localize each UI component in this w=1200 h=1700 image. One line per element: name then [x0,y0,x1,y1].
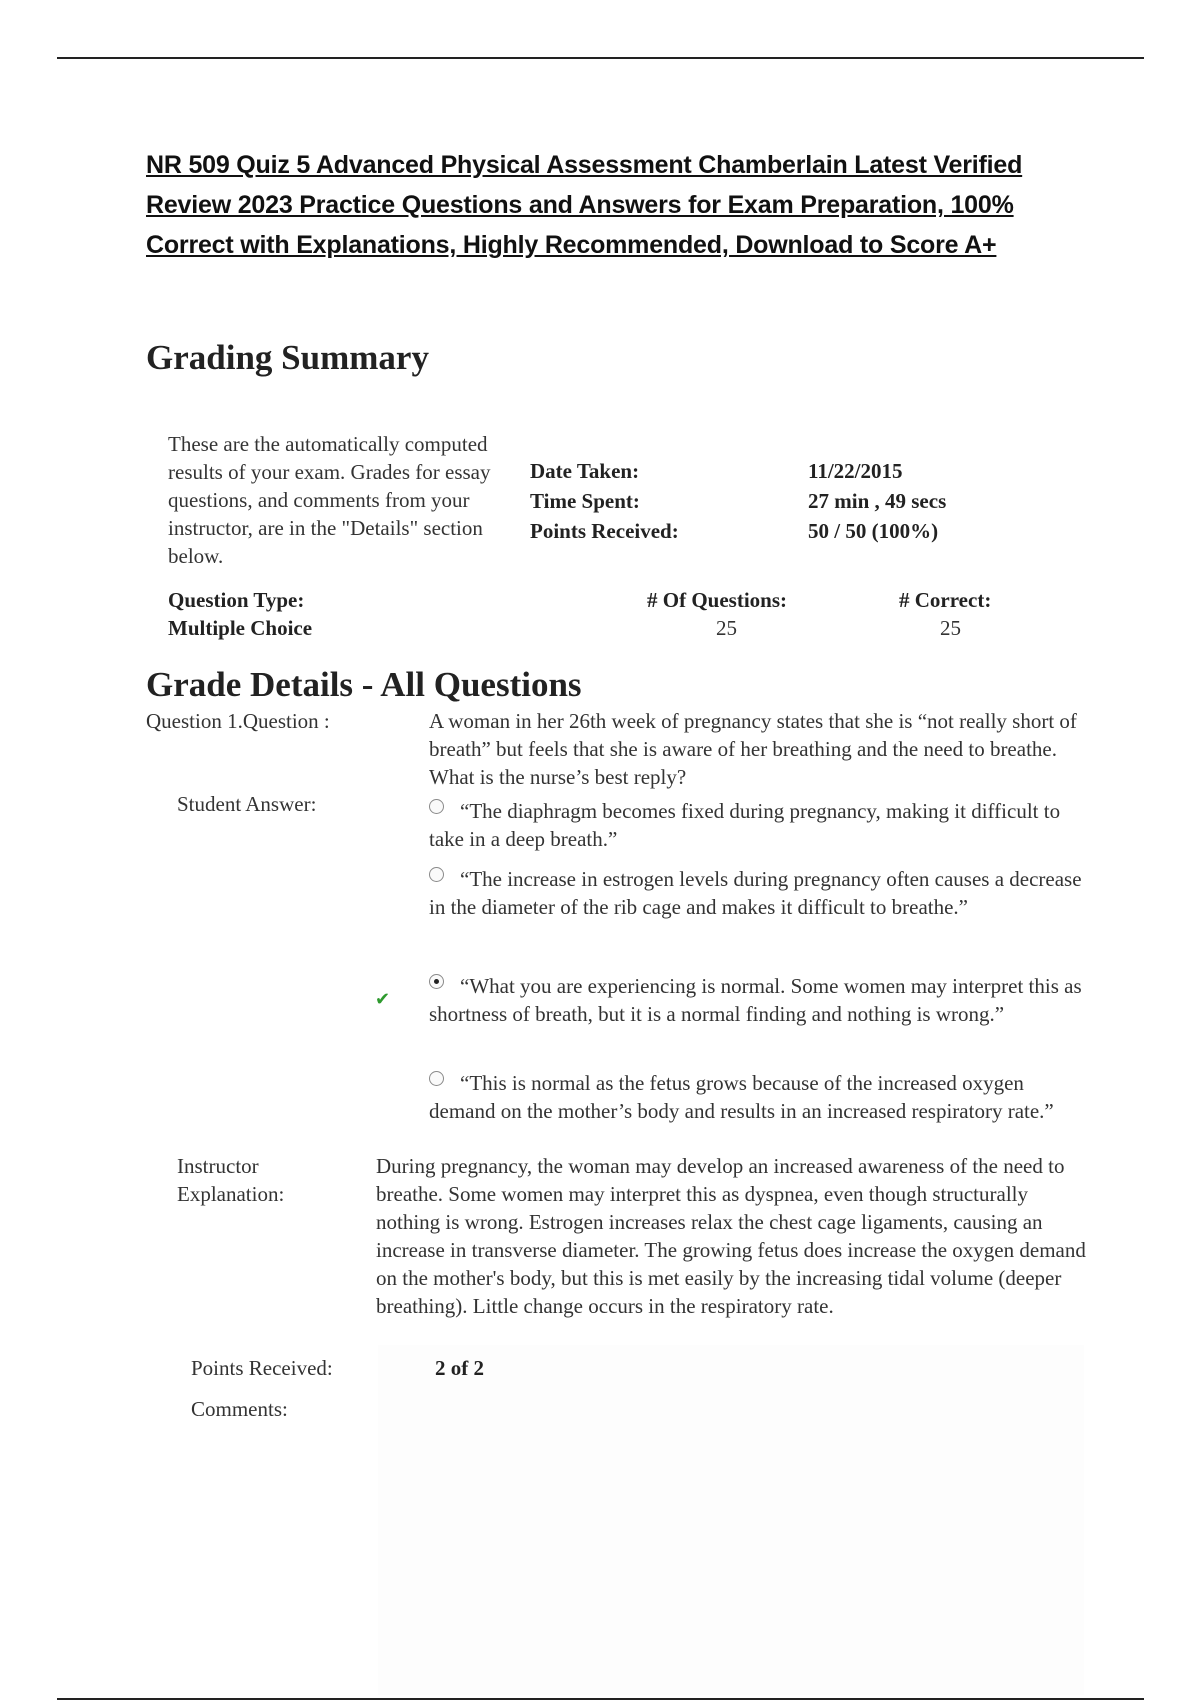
num-questions-header: # Of Questions: [647,588,788,612]
answer-option-2-text: “The increase in estrogen levels during pregnancy often causes a decrease in the diameter of the rib cage and makes it difficult to breathe.” [429,867,1082,919]
num-questions-value: 25 [716,616,737,640]
question-type-header: Question Type: [168,588,305,612]
points-received-summary-label: Points Received: [530,519,679,543]
instructor-explanation: During pregnancy, the woman may develop an increased awareness of the need to breathe. Some women may interpret this as dyspnea, even though structurally nothing is wrong. Estrogen increases relax the chest cage ligaments, causing an increase in transverse diameter. The growing fetus does increase the oxygen demand on the mother's body, but this is met easily by the increasing tidal volume (deeper breathing). Little change occurs in the respiratory rate. [376,1154,1086,1318]
question-label: Question 1.Question : [146,709,330,733]
answer-option-3-text: “What you are experiencing is normal. Some women may interpret this as shortness of breath, but it is a normal finding and nothing is wrong.” [429,974,1082,1026]
time-spent-value: 27 min , 49 secs [808,489,947,513]
num-correct-value: 25 [940,616,961,640]
radio-unselected-icon[interactable] [429,799,444,814]
time-spent-label: Time Spent: [530,489,640,513]
grade-details-heading: Grade Details - All Questions [146,665,582,704]
date-taken-label: Date Taken: [530,459,640,483]
summary-intro-text: These are the automatically computed results of your exam. Grades for essay questions, and comments from your instructor, are in the "Details" section below. [168,432,491,568]
date-taken-value: 11/22/2015 [808,459,903,483]
correct-check-icon: ✔ [375,989,391,1010]
student-answer-label: Student Answer: [177,792,317,816]
question-type-value: Multiple Choice [168,616,313,640]
explanation-label: Explanation: [177,1182,285,1206]
num-correct-header: # Correct: [899,588,992,612]
answer-option-4[interactable] [429,1069,1084,1125]
answer-option-1[interactable] [429,797,1084,853]
comments-area [378,1345,1084,1695]
question-text: A woman in her 26th week of pregnancy states that she is “not really short of breath” but feels that she is aware of her breathing and the need to breathe. What is the nurse’s best reply? [429,709,1077,789]
answer-option-3[interactable] [429,972,1084,1028]
points-received-label: Points Received: [191,1356,333,1380]
answer-option-4-text: “This is normal as the fetus grows because of the increased oxygen demand on the mother’s body and results in an increased respiratory rate.” [429,1071,1054,1123]
radio-unselected-icon[interactable] [429,867,444,882]
comments-label: Comments: [191,1397,288,1421]
points-received-value: 2 of 2 [435,1356,484,1380]
answer-option-2[interactable] [429,865,1084,921]
radio-unselected-icon[interactable] [429,1071,444,1086]
answer-option-1-text: “The diaphragm becomes fixed during pregnancy, making it difficult to take in a deep breath.” [429,799,1061,851]
document-title: NR 509 Quiz 5 Advanced Physical Assessment Chamberlain Latest Verified Review 2023 Practice Questions and Answers for Exam Preparation, 100% Correct with Explanations, Highly Recommended, Download to Score A+ [146,151,1023,259]
grading-summary-heading: Grading Summary [146,338,429,377]
instructor-label: Instructor [177,1154,259,1178]
points-received-summary-value: 50 / 50 (100%) [808,519,939,543]
top-rule [57,57,1144,59]
radio-selected-icon[interactable] [429,974,444,989]
